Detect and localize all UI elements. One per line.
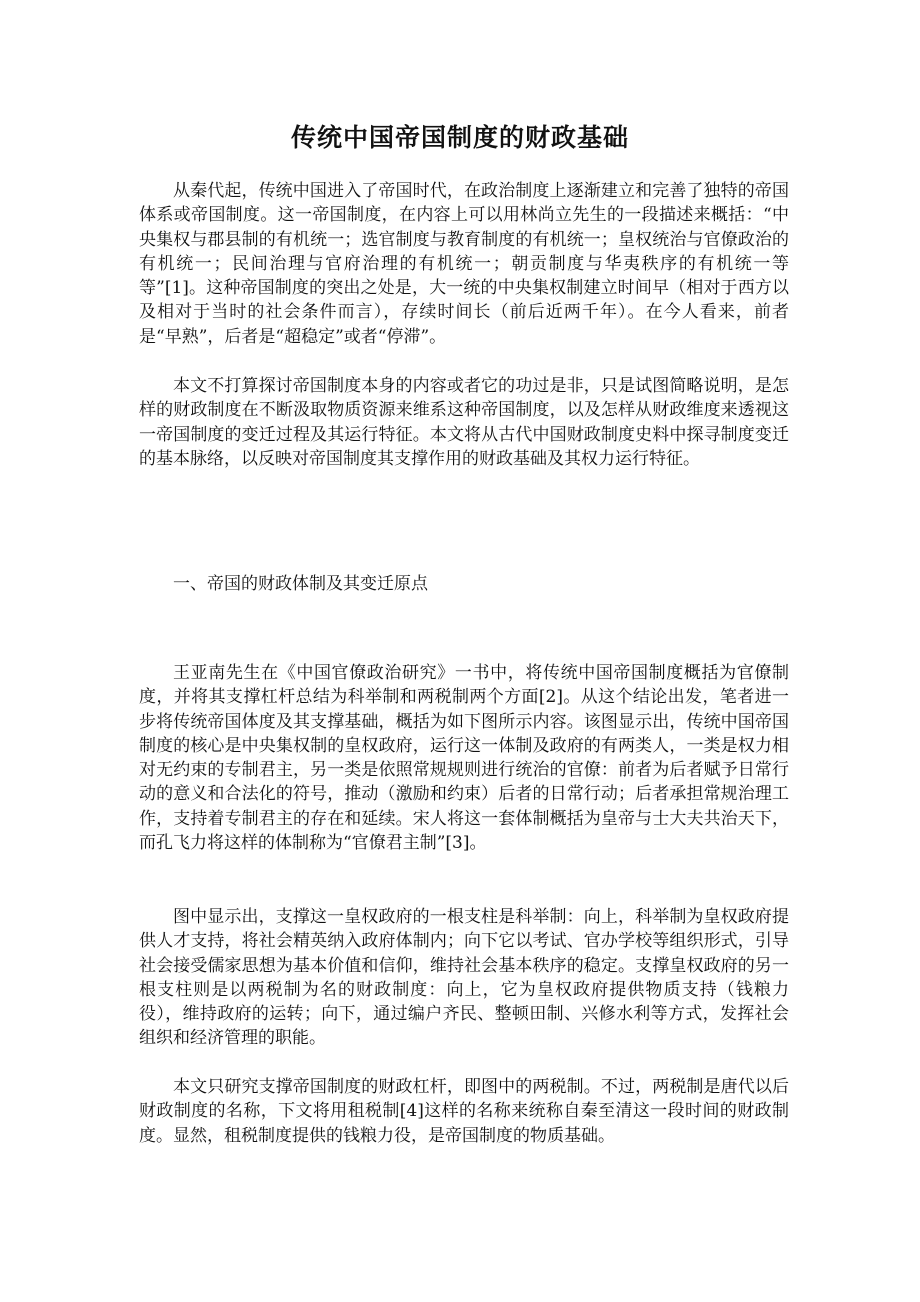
paragraph-purpose: 本文不打算探讨帝国制度本身的内容或者它的功过是非，只是试图简略说明，是怎样的财政制度在不断汲取物质资源来维系这种帝国制度，以及怎样从财政维度来透视这一帝国制度的变迁过程及其运行特征。本文将从古代中国财政制度史料中探寻制度变迁的基本脉络，以反映对帝国制度其支撑作用的财政基础及其权力运行特征。 <box>139 376 789 469</box>
paragraph-pillars: 图中显示出，支撑这一皇权政府的一根支柱是科举制：向上，科举制为皇权政府提供人才支持，将社会精英纳入政府体制内；向下它以考试、官办学校等组织形式，引导社会接受儒家思想为基本价值和信仰，维持社会基本秩序的稳定。支撑皇权政府的另一根支柱则是以两税制为名的财政制度：向上，它为皇权政府提供物质支持（钱粮力役），维持政府的运转；向下，通过编户齐民、整顿田制、兴修水利等方式，发挥社会组织和经济管理的职能。 <box>139 907 789 1049</box>
paragraph-scope: 本文只研究支撑帝国制度的财政杠杆，即图中的两税制。不过，两税制是唐代以后财政制度的名称，下文将用租税制[4]这样的名称来统称自秦至清这一段时间的财政制度。显然，租税制度提供的钱粮力役，是帝国制度的物质基础。 <box>139 1077 789 1146</box>
section-heading-1: 一、帝国的财政体制及其变迁原点 <box>173 574 428 594</box>
paragraph-wang-yanan: 王亚南先生在《中国官僚政治研究》一书中，将传统中国帝国制度概括为官僚制度，并将其支撑杠杆总结为科举制和两税制两个方面[2]。从这个结论出发，笔者进一步将传统帝国体度及其支撑基础，概括为如下图所示内容。该图显示出，传统中国帝国制度的核心是中央集权制的皇权政府，运行这一体制及政府的有两类人，一类是权力相对无约束的专制君主，另一类是依照常规规则进行统治的官僚：前者为后者赋予日常行动的意义和合法化的符号，推动（激励和约束）后者的日常行动；后者承担常规治理工作，支持着专制君主的存在和延续。宋人将这一套体制概括为皇帝与士大夫共治天下，而孔飞力将这样的体制称为“官僚君主制”[3]。 <box>139 663 789 854</box>
document-title: 传统中国帝国制度的财政基础 <box>290 123 629 152</box>
paragraph-intro: 从秦代起，传统中国进入了帝国时代，在政治制度上逐渐建立和完善了独特的帝国体系或帝国制度。这一帝国制度，在内容上可以用林尚立先生的一段描述来概括：“中央集权与郡县制的有机统一；选官制度与教育制度的有机统一；皇权统治与官僚政治的有机统一；民间治理与官府治理的有机统一；朝贡制度与华夷秩序的有机统一等等”[1]。这种帝国制度的突出之处是，大一统的中央集权制建立时间早（相对于西方以及相对于当时的社会条件而言），存续时间长（前后近两千年）。在今人看来，前者是“早熟”，后者是“超稳定”或者“停滞”。 <box>139 181 789 347</box>
